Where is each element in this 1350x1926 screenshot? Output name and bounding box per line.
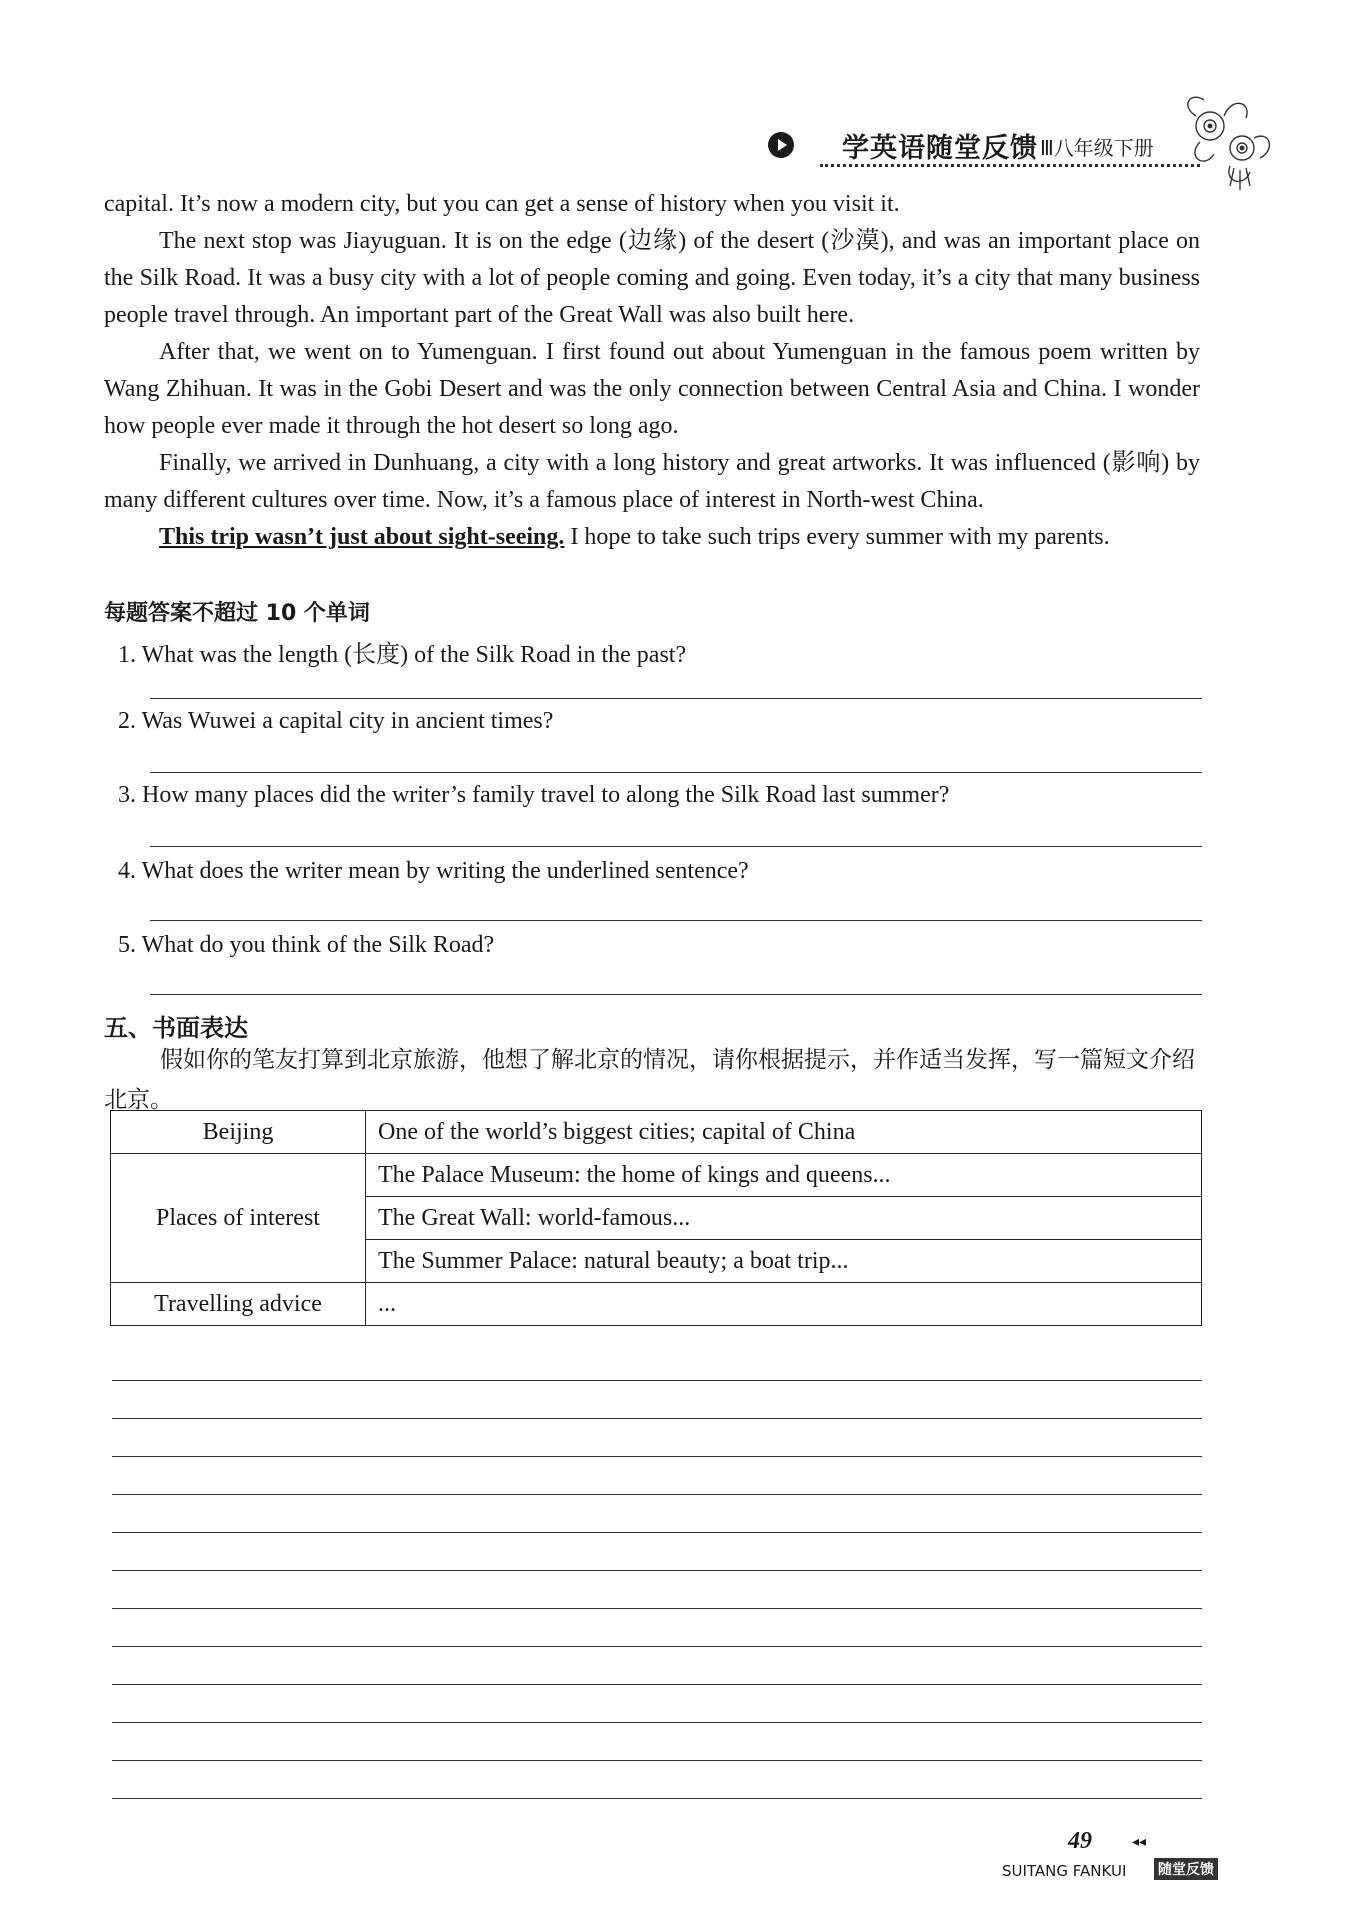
play-circle-icon (768, 132, 794, 158)
writing-line[interactable] (112, 1646, 1202, 1647)
answer-line-3[interactable] (150, 846, 1202, 847)
table-label-places: Places of interest (111, 1154, 366, 1283)
question-2: 2. Was Wuwei a capital city in ancient times? (118, 708, 554, 734)
table-cell: The Palace Museum: the home of kings and queens... (366, 1154, 1202, 1197)
section-title: 五、书面表达 (104, 1014, 248, 1042)
floral-ornament-icon (1170, 86, 1280, 196)
passage-paragraph: The next stop was Jiayuguan. It is on the edge (边缘) of the desert (沙漠), and was an important place on the Silk Road. It was a busy city with a lot of people coming and going. Even today, it’s a city that many business people travel through. An important part of the Great Wall was also built here. (104, 228, 1200, 328)
question-3: 3. How many places did the writer’s family travel to along the Silk Road last summer? (118, 782, 950, 808)
grade-label: Ⅲ八年级下册 (1040, 136, 1154, 160)
answer-line-5[interactable] (150, 994, 1202, 995)
header-dotted-rule (820, 164, 1200, 167)
table-row (111, 1283, 1202, 1326)
answer-line-1[interactable] (150, 698, 1202, 699)
footer-brand-text: SUITANG FANKUI (1002, 1862, 1127, 1880)
book-title: 学英语随堂反馈 (842, 133, 1038, 164)
table-cell: ... (366, 1283, 1202, 1326)
writing-line[interactable] (112, 1684, 1202, 1685)
table-label-beijing: Beijing (111, 1111, 366, 1154)
reading-passage (104, 186, 1200, 556)
answer-line-4[interactable] (150, 920, 1202, 921)
question-5: 5. What do you think of the Silk Road? (118, 932, 495, 958)
writing-line[interactable] (112, 1798, 1202, 1799)
footer-badge: 随堂反馈 (1154, 1858, 1218, 1880)
page-number: 49 (1068, 1828, 1092, 1854)
table-label-advice: Travelling advice (111, 1283, 366, 1326)
table-cell: One of the world’s biggest cities; capital of China (366, 1111, 1202, 1154)
writing-line[interactable] (112, 1532, 1202, 1533)
question-1: 1. What was the length (长度) of the Silk Road in the past? (118, 642, 687, 668)
writing-line[interactable] (112, 1494, 1202, 1495)
writing-line[interactable] (112, 1456, 1202, 1457)
passage-sentence: I hope to take such trips every summer with my parents. (564, 524, 1110, 550)
passage-paragraph: After that, we went on to Yumenguan. I first found out about Yumenguan in the famous poem written by Wang Zhihuan. It was in the Gobi Desert and was the only connection between Central Asia and China. I wonder how people ever made it through the hot desert so long ago. (104, 339, 1200, 439)
question-4: 4. What does the writer mean by writing the underlined sentence? (118, 858, 749, 884)
writing-line[interactable] (112, 1608, 1202, 1609)
underlined-sentence: This trip wasn’t just about sight-seeing. (159, 524, 565, 550)
table-row (111, 1154, 1202, 1197)
answer-line-2[interactable] (150, 772, 1202, 773)
writing-line[interactable] (112, 1418, 1202, 1419)
answer-instruction: 每题答案不超过 10 个单词 (104, 601, 370, 626)
double-left-arrow-icon: ◂◂ (1132, 1834, 1147, 1850)
passage-paragraph: Finally, we arrived in Dunhuang, a city with a long history and great artworks. It was influenced (影响) by many different cultures over time. Now, it’s a famous place of interest in North-west China. (104, 450, 1200, 513)
writing-line[interactable] (112, 1722, 1202, 1723)
beijing-info-table (110, 1110, 1202, 1326)
writing-prompt: 假如你的笔友打算到北京旅游，他想了解北京的情况，请你根据提示，并作适当发挥，写一篇短文介绍北京。 (104, 1047, 1195, 1113)
table-row (111, 1111, 1202, 1154)
passage-paragraph: capital. It’s now a modern city, but you can get a sense of history when you visit it. (104, 191, 900, 217)
writing-line[interactable] (112, 1570, 1202, 1571)
writing-line[interactable] (112, 1380, 1202, 1381)
table-cell: The Summer Palace: natural beauty; a boat trip... (366, 1240, 1202, 1283)
passage-paragraph (104, 519, 1200, 556)
page-header (760, 118, 1280, 178)
writing-line[interactable] (112, 1760, 1202, 1761)
table-cell: The Great Wall: world-famous... (366, 1197, 1202, 1240)
